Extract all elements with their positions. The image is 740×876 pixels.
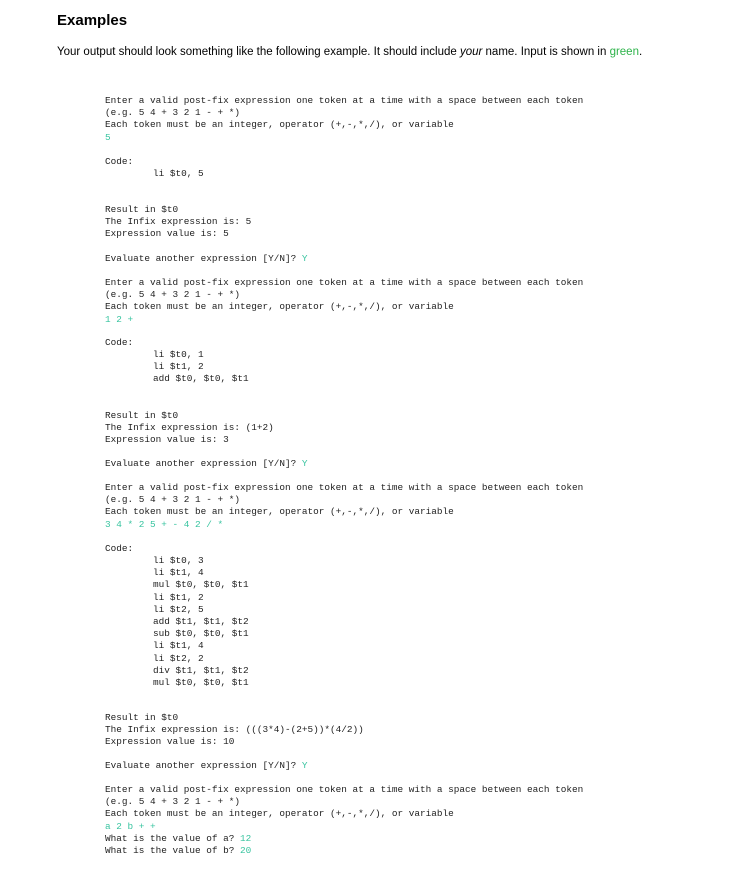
again-label: Evaluate another expression [Y/N]? bbox=[105, 458, 302, 469]
code-label-1: Code: bbox=[105, 156, 134, 167]
prompt-block-4 bbox=[105, 784, 583, 857]
page-heading: Examples bbox=[57, 12, 128, 29]
user-input: 1 2 + bbox=[105, 313, 134, 325]
code-line: li $t2, 5 bbox=[153, 603, 204, 615]
again-prompt-2 bbox=[105, 458, 308, 470]
again-label: Evaluate another expression [Y/N]? bbox=[105, 760, 302, 771]
prompt-line-1: Enter a valid post-fix expression one token at a time with a space between each token bbox=[105, 482, 584, 493]
code-line: sub $t0, $t0, $t1 bbox=[153, 628, 249, 640]
code-line: mul $t0, $t0, $t1 bbox=[153, 579, 249, 591]
result-label: Result in $t0 bbox=[105, 410, 179, 421]
question-a: What is the value of a? bbox=[105, 832, 241, 844]
again-label: Evaluate another expression [Y/N]? bbox=[105, 253, 302, 264]
value-prefix: Expression value is: bbox=[105, 434, 224, 446]
prompt-line-3: Each token must be an integer, operator (+,-,*,/), or variable bbox=[105, 119, 454, 131]
infix-prefix: The Infix expression is: bbox=[105, 422, 246, 434]
code-label-2: Code: bbox=[105, 337, 134, 348]
code-line: li $t1, 2 bbox=[153, 591, 204, 603]
code-line: li $t2, 2 bbox=[153, 652, 204, 664]
again-prompt-1 bbox=[105, 253, 308, 265]
intro-text-1: Your output should look something like the following example. It should include bbox=[57, 46, 460, 58]
result-block-2 bbox=[105, 410, 274, 447]
prompt-line-3: Each token must be an integer, operator (+,-,*,/), or variable bbox=[105, 506, 454, 518]
expression-value: 10 bbox=[223, 736, 235, 748]
code-line: li $t1, 4 bbox=[153, 640, 204, 652]
prompt-line-2: (e.g. 5 4 + 3 2 1 - + *) bbox=[105, 107, 241, 119]
intro-text-3: . bbox=[638, 46, 643, 58]
code-label-3: Code: bbox=[105, 543, 134, 554]
infix-expression: (((3*4)-(2+5))*(4/2)) bbox=[245, 724, 364, 736]
answer-a: 12 bbox=[240, 832, 252, 844]
prompt-line-2: (e.g. 5 4 + 3 2 1 - + *) bbox=[105, 289, 241, 301]
result-block-1 bbox=[105, 204, 251, 241]
question-b: What is the value of b? bbox=[105, 845, 241, 857]
prompt-line-1: Enter a valid post-fix expression one token at a time with a space between each token bbox=[105, 784, 584, 795]
infix-expression: (1+2) bbox=[245, 422, 274, 434]
again-answer: Y bbox=[301, 253, 308, 264]
result-block-3 bbox=[105, 712, 364, 749]
code-line: li $t0, 5 bbox=[153, 168, 204, 179]
user-input: 3 4 * 2 5 + - 4 2 / * bbox=[105, 518, 224, 530]
user-input: 5 bbox=[105, 131, 111, 143]
prompt-line-2: (e.g. 5 4 + 3 2 1 - + *) bbox=[105, 796, 241, 808]
again-prompt-3 bbox=[105, 760, 308, 772]
code-block-2 bbox=[153, 349, 249, 386]
intro-green-word: green bbox=[609, 46, 639, 58]
code-line: mul $t0, $t0, $t1 bbox=[153, 677, 249, 689]
infix-prefix: The Infix expression is: bbox=[105, 216, 246, 228]
user-input: a 2 b + + bbox=[105, 820, 156, 832]
again-answer: Y bbox=[301, 458, 308, 469]
prompt-line-3: Each token must be an integer, operator (+,-,*,/), or variable bbox=[105, 808, 454, 820]
code-line: li $t0, 1 bbox=[153, 349, 204, 360]
intro-text-2: name. Input is shown in bbox=[482, 46, 610, 58]
code-line: div $t1, $t1, $t2 bbox=[153, 664, 249, 676]
value-prefix: Expression value is: bbox=[105, 228, 224, 240]
result-label: Result in $t0 bbox=[105, 204, 179, 215]
value-prefix: Expression value is: bbox=[105, 736, 224, 748]
code-block-1 bbox=[153, 168, 204, 180]
again-answer: Y bbox=[301, 760, 308, 771]
prompt-block-1 bbox=[105, 95, 583, 144]
prompt-block-2 bbox=[105, 277, 583, 326]
code-line: add $t0, $t0, $t1 bbox=[153, 373, 249, 385]
result-label: Result in $t0 bbox=[105, 712, 179, 723]
infix-prefix: The Infix expression is: bbox=[105, 724, 246, 736]
prompt-line-3: Each token must be an integer, operator (+,-,*,/), or variable bbox=[105, 301, 454, 313]
prompt-line-1: Enter a valid post-fix expression one token at a time with a space between each token bbox=[105, 277, 584, 288]
expression-value: 5 bbox=[223, 228, 229, 240]
code-block-3 bbox=[153, 555, 249, 689]
code-line: add $t1, $t1, $t2 bbox=[153, 616, 249, 628]
code-line: li $t1, 4 bbox=[153, 567, 204, 579]
prompt-block-3 bbox=[105, 482, 583, 531]
intro-emphasis: your bbox=[459, 46, 483, 58]
intro-paragraph bbox=[57, 46, 642, 58]
code-line: li $t0, 3 bbox=[153, 555, 204, 566]
infix-expression: 5 bbox=[245, 216, 252, 228]
prompt-line-1: Enter a valid post-fix expression one token at a time with a space between each token bbox=[105, 95, 584, 106]
expression-value: 3 bbox=[223, 434, 229, 446]
prompt-line-2: (e.g. 5 4 + 3 2 1 - + *) bbox=[105, 494, 241, 506]
code-line: li $t1, 2 bbox=[153, 361, 204, 373]
answer-b: 20 bbox=[240, 845, 252, 857]
